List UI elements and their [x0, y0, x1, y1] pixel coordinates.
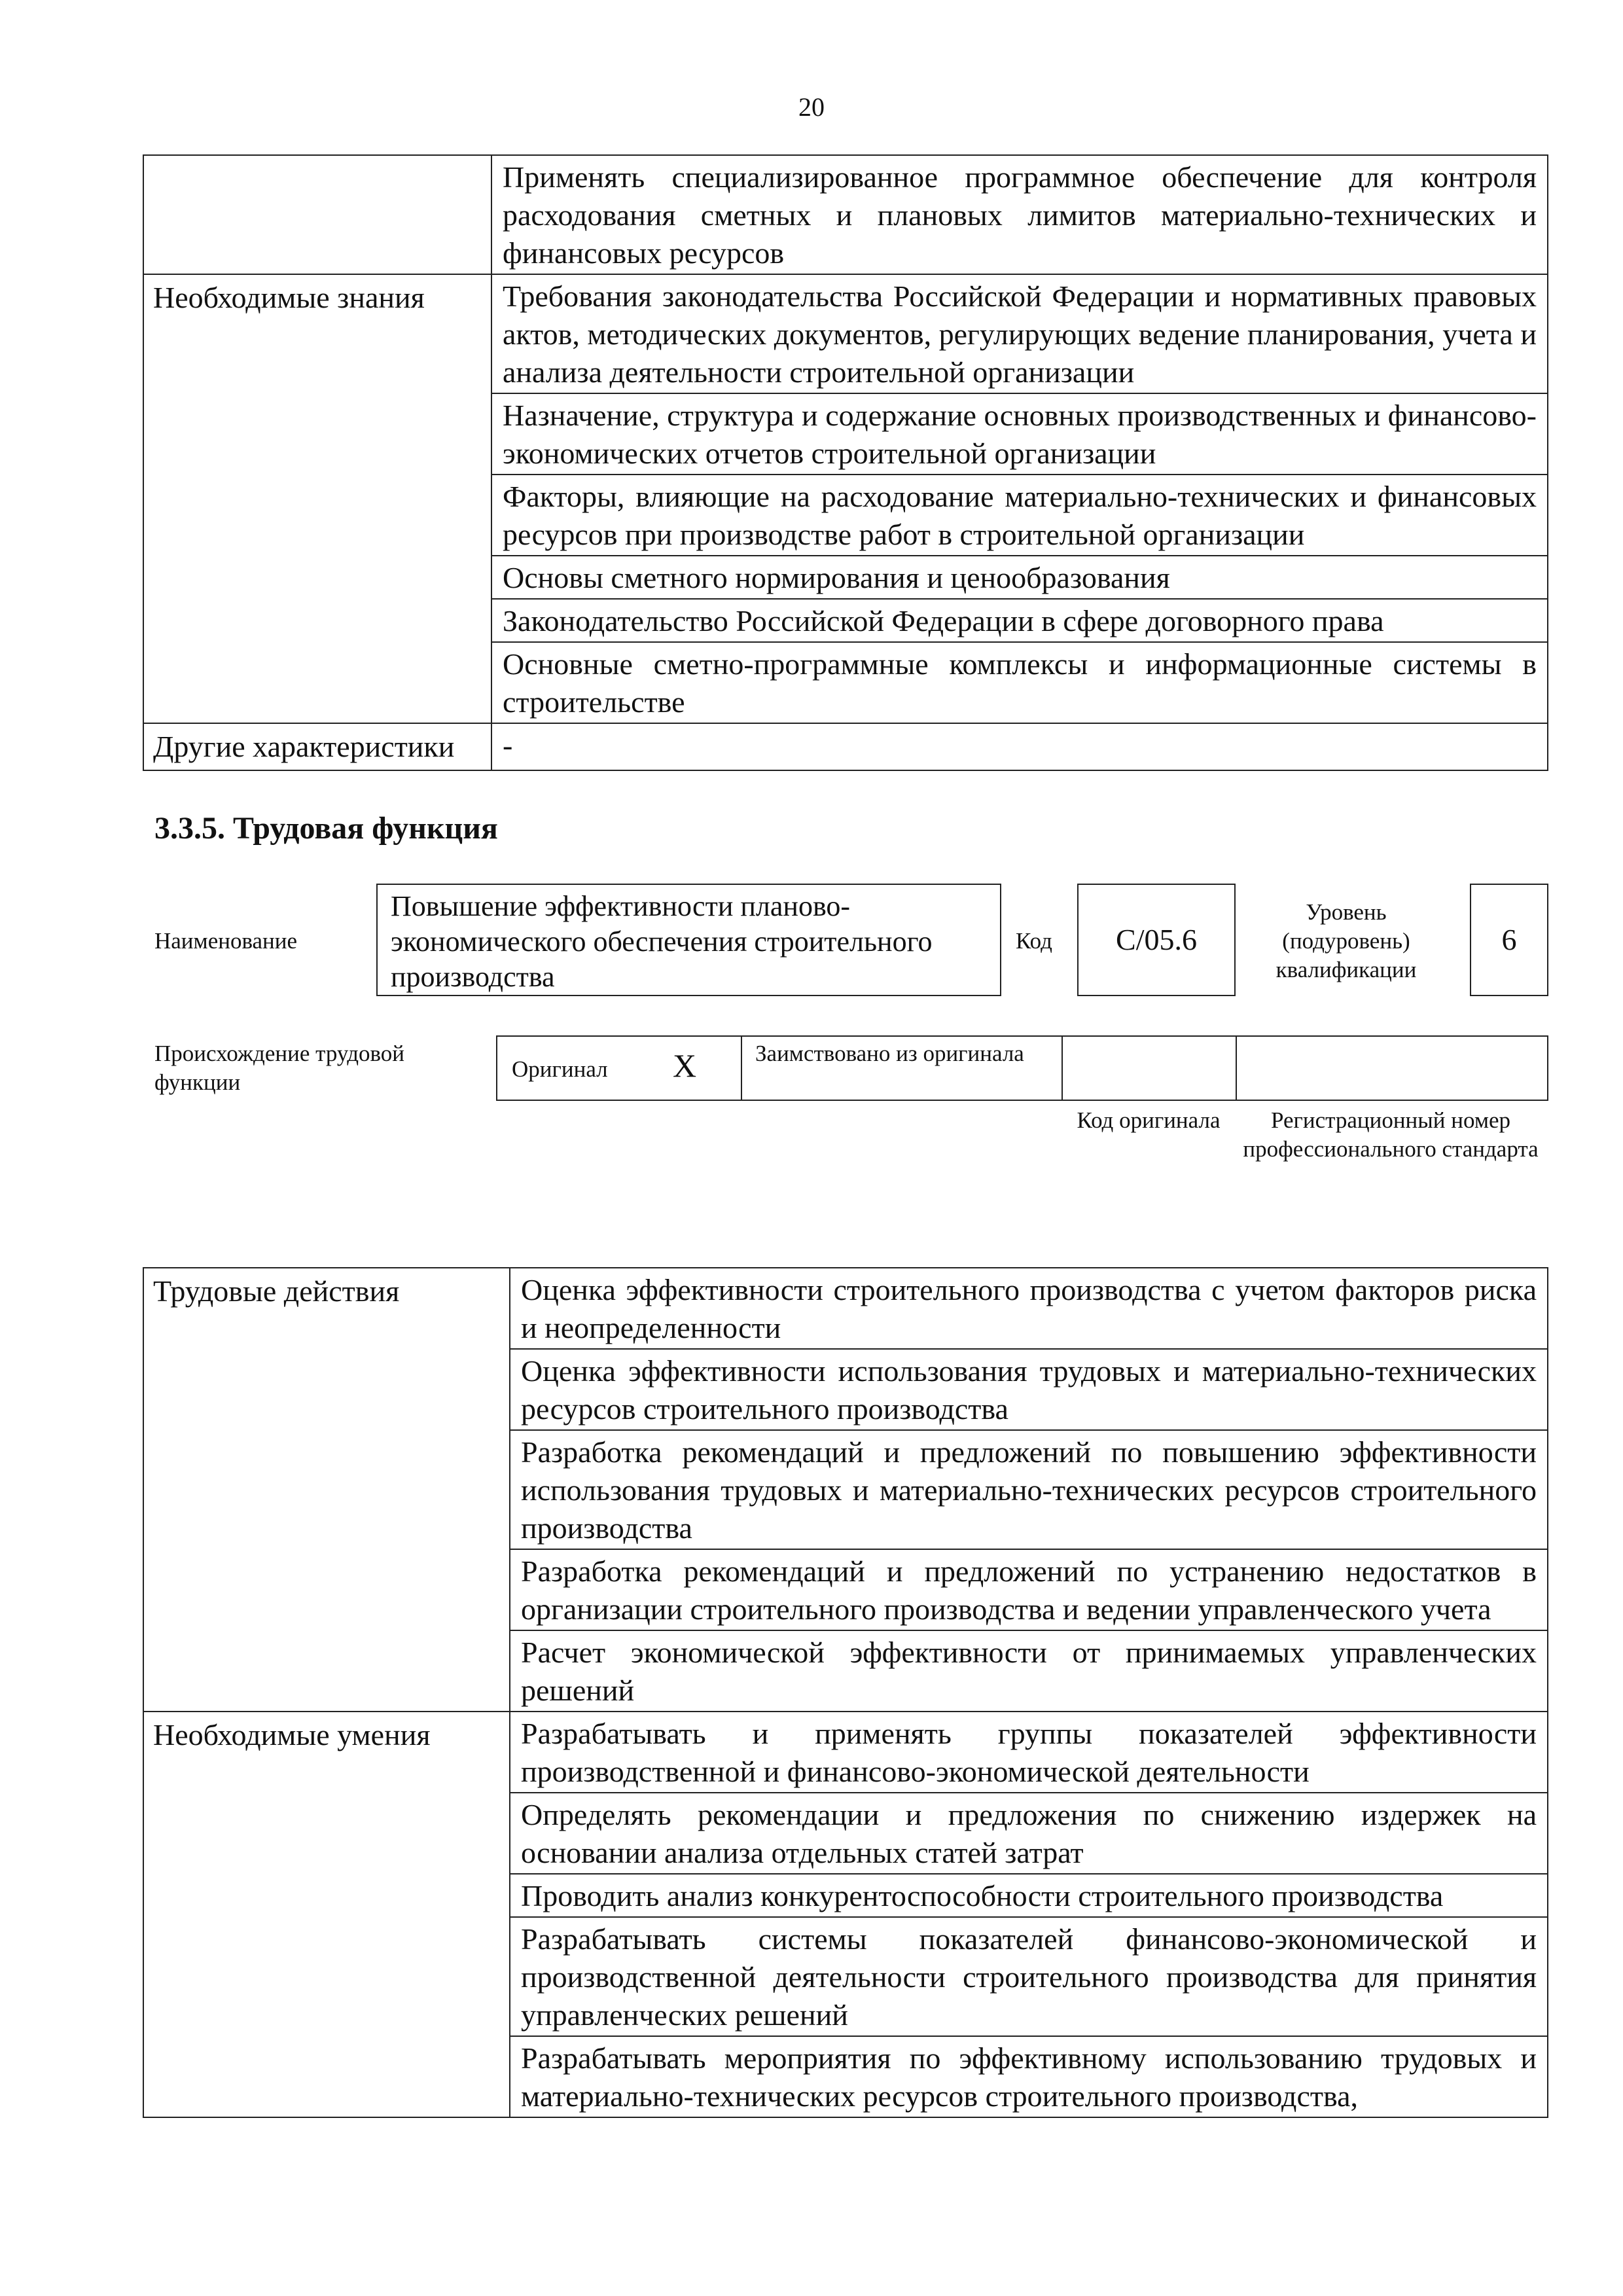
table-cell: Оценка эффективности строительного производства с учетом факторов риска и неопределенности: [510, 1268, 1548, 1349]
bottom-table: [143, 1267, 1548, 2118]
origin-cell-code: [1063, 1037, 1237, 1100]
origin-cell-original: [497, 1037, 742, 1100]
table-row: [143, 274, 1548, 393]
table-cell: Применять специализированное программное обеспечение для контроля расходования сметных и плановых лимитов материально-технических и финансовых ресурсов: [491, 155, 1548, 274]
table-cell: Оценка эффективности использования трудовых и материально-технических ресурсов строительного производства: [510, 1349, 1548, 1430]
origin-cell-borrowed: [742, 1037, 1063, 1100]
table-cell: -: [491, 723, 1548, 770]
table-cell: Расчет экономической эффективности от принимаемых управленческих решений: [510, 1630, 1548, 1712]
table-cell: Разрабатывать системы показателей финансово-экономической и производственной деятельности строительного производства для принятия управленческих решений: [510, 1917, 1548, 2036]
table-cell: Требования законодательства Российской Федерации и нормативных правовых актов, методических документов, регулирующих ведение планирования, учета и анализа деятельности строительной организации: [491, 274, 1548, 393]
row-label: [143, 155, 491, 274]
table-row: [143, 723, 1548, 770]
origin-mark: X: [673, 1047, 697, 1084]
code-value-box: С/05.6: [1077, 884, 1236, 996]
origin-table: [496, 1035, 1548, 1101]
name-label: Наименование: [154, 928, 298, 954]
page-number: 20: [798, 92, 825, 122]
reg-number-caption: Регистрационный номер профессионального стандарта: [1243, 1107, 1539, 1162]
function-name-box: Повышение эффективности планово-экономического обеспечения строительного производства: [376, 884, 1001, 996]
table-cell: Факторы, влияющие на расходование материально-технических и финансовых ресурсов при производстве работ в строительной организации: [491, 475, 1548, 556]
level-label: Уровень (подуровень) квалификации: [1275, 899, 1417, 982]
level-value-box: 6: [1470, 884, 1548, 996]
code-original-caption: Код оригинала: [1077, 1107, 1221, 1133]
section-heading: 3.3.5. Трудовая функция: [154, 811, 498, 846]
table-cell: Законодательство Российской Федерации в сфере договорного права: [491, 599, 1548, 642]
code-label: Код: [1016, 928, 1052, 954]
top-table: [143, 154, 1548, 771]
table-cell: Разработка рекомендаций и предложений по повышению эффективности использования трудовых и материально-технических ресурсов строительного производства: [510, 1430, 1548, 1549]
table-cell: Назначение, структура и содержание основных производственных и финансово-экономических отчетов строительной организации: [491, 393, 1548, 475]
table-cell: Основы сметного нормирования и ценообразования: [491, 556, 1548, 599]
table-row: [143, 1268, 1548, 1349]
row-label-skills: Необходимые умения: [143, 1712, 510, 2117]
table-cell: Проводить анализ конкурентоспособности строительного производства: [510, 1874, 1548, 1917]
origin-label: Происхождение трудовой функции: [154, 1041, 405, 1095]
table-cell: Основные сметно-программные комплексы и информационные системы в строительстве: [491, 642, 1548, 723]
table-cell: Разрабатывать и применять группы показателей эффективности производственной и финансово-экономической деятельности: [510, 1712, 1548, 1793]
table-cell: Определять рекомендации и предложения по снижению издержек на основании анализа отдельных статей затрат: [510, 1793, 1548, 1874]
row-label-actions: Трудовые действия: [143, 1268, 510, 1712]
row-label-other: Другие характеристики: [143, 723, 491, 770]
row-label-knowledge: Необходимые знания: [143, 274, 491, 723]
table-row: [143, 155, 1548, 274]
table-row: [143, 1712, 1548, 1793]
table-cell: Разрабатывать мероприятия по эффективному использованию трудовых и материально-технических ресурсов строительного производства,: [510, 2036, 1548, 2117]
origin-cell-reg-number: [1237, 1037, 1547, 1100]
table-cell: Разработка рекомендаций и предложений по устранению недостатков в организации строительного производства и ведении управленческого учета: [510, 1549, 1548, 1630]
origin-borrowed-label: Заимствовано из оригинала: [755, 1041, 1024, 1066]
origin-original-label: Оригинал: [512, 1056, 608, 1082]
